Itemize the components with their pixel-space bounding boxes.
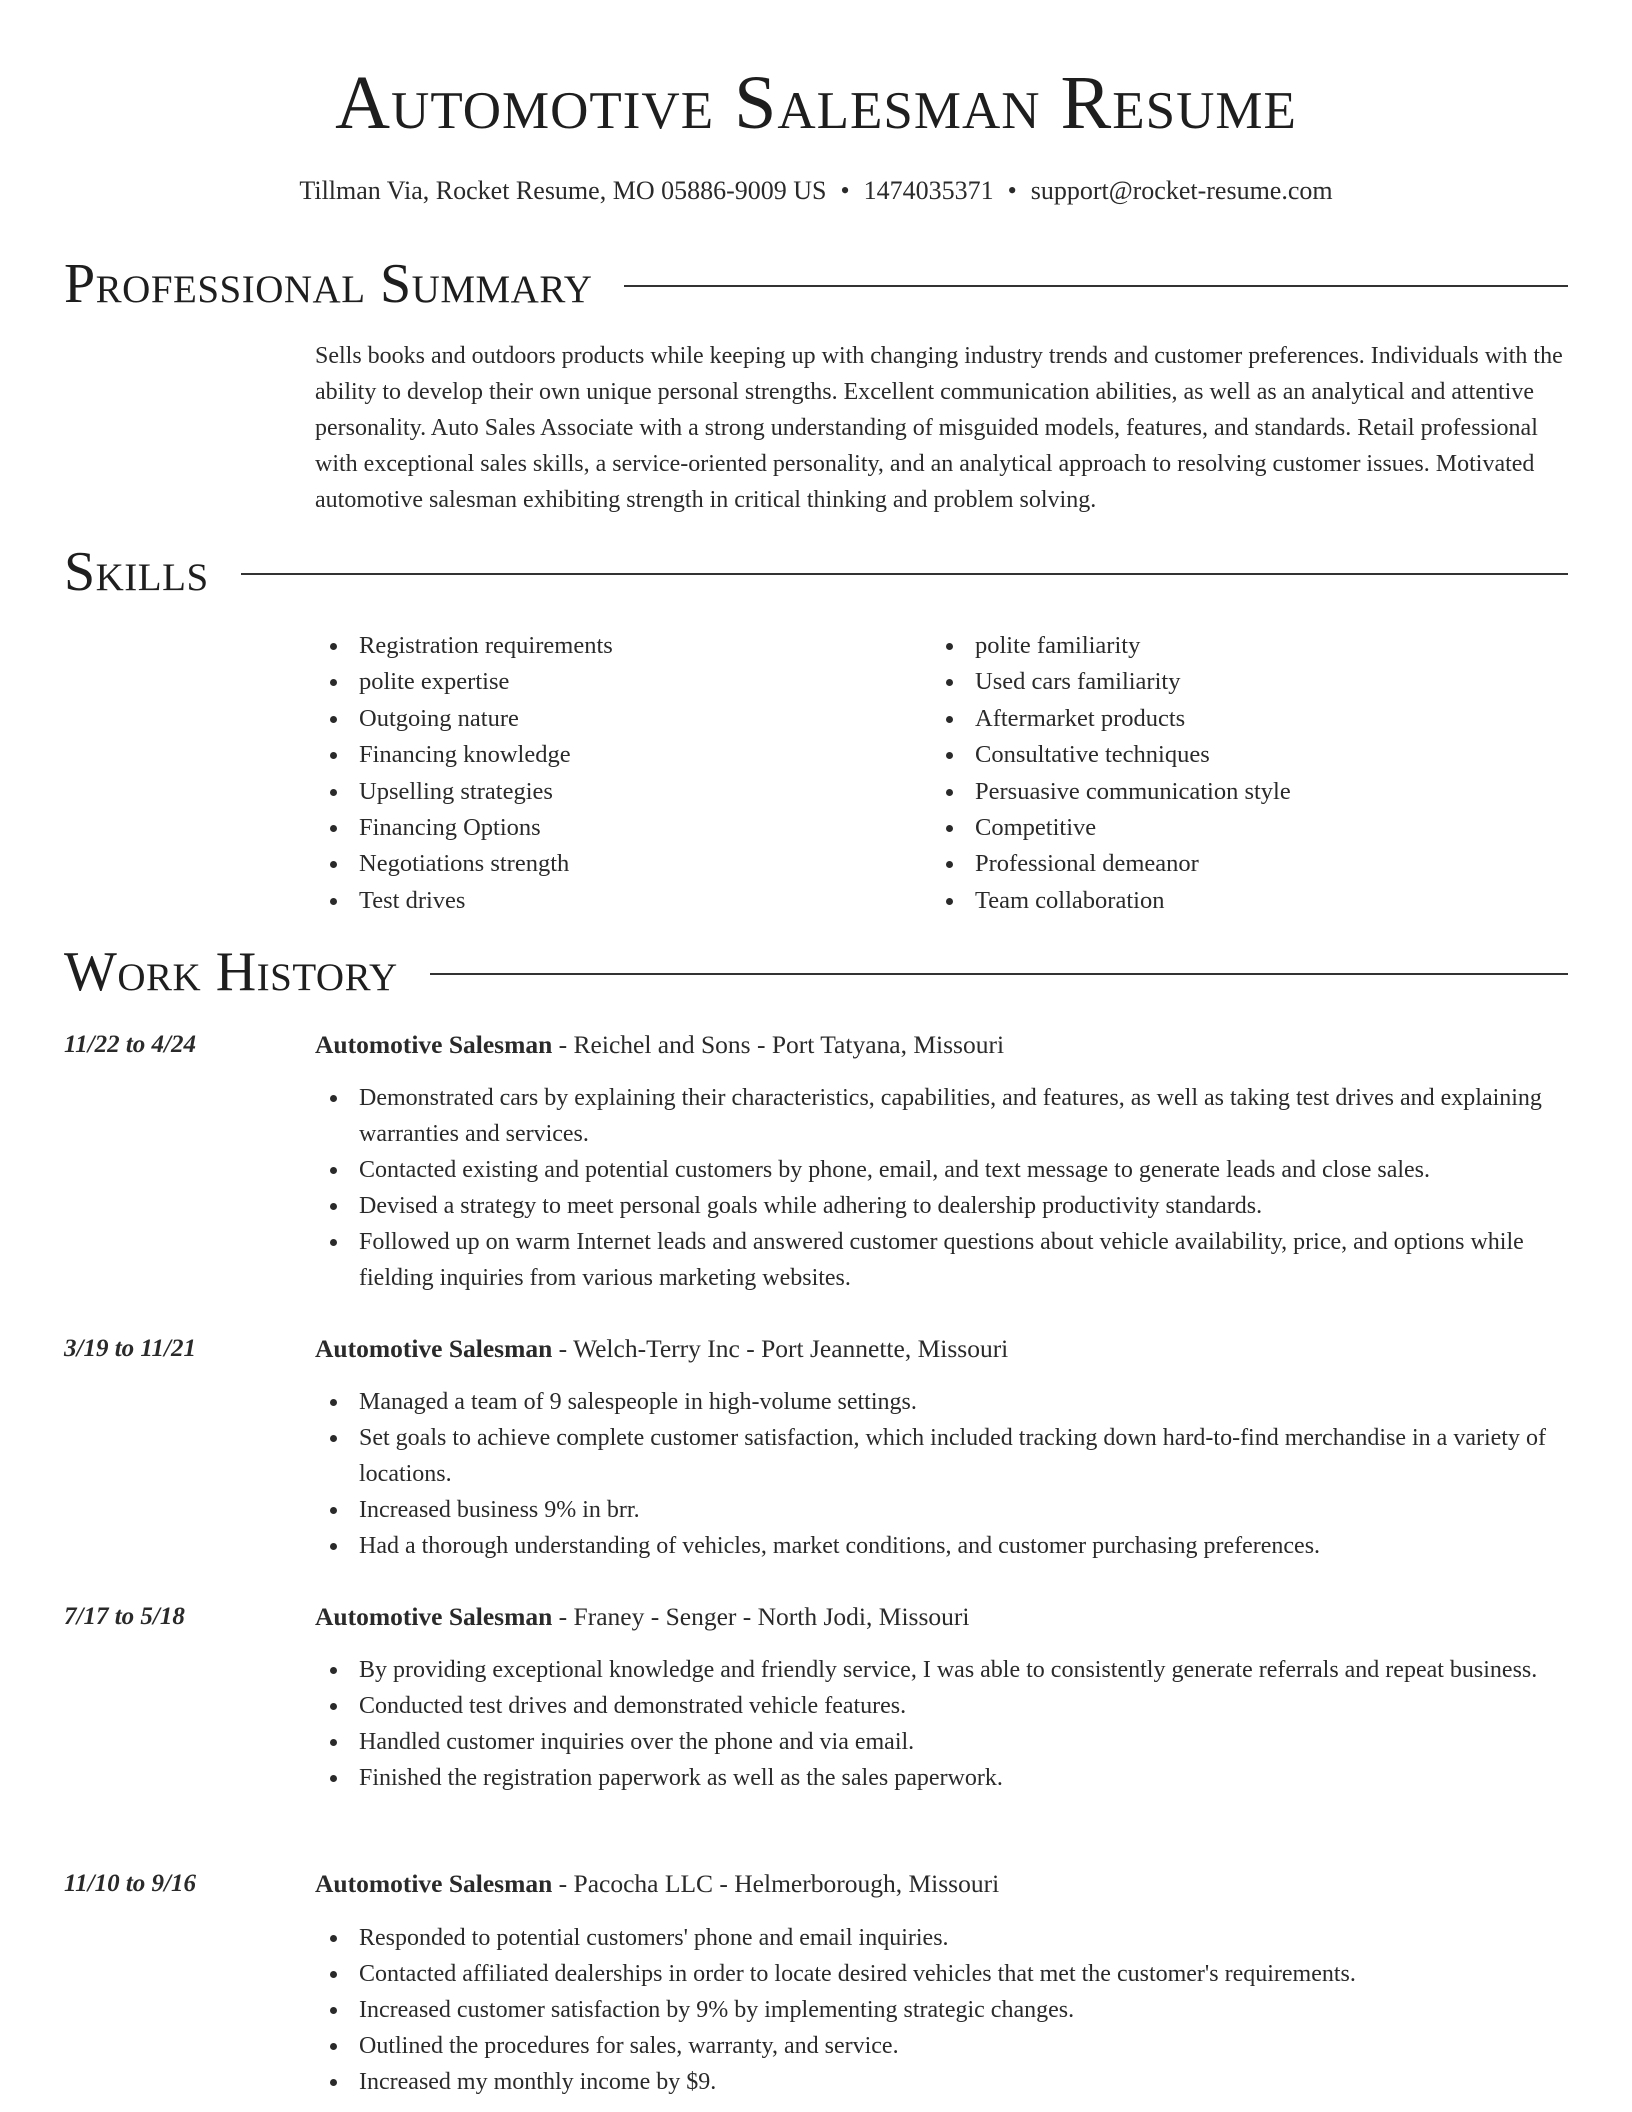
skill-item: Consultative techniques	[931, 737, 1491, 773]
section-divider	[241, 573, 1568, 575]
contact-phone: 1474035371	[863, 176, 994, 205]
contact-email: support@rocket-resume.com	[1030, 176, 1333, 205]
job-dates: 3/19 to 11/21	[64, 1335, 196, 1362]
duty-item: Outlined the procedures for sales, warranty, and service.	[315, 2028, 1569, 2064]
duty-item: Set goals to achieve complete customer satisfaction, which included tracking down hard-to-find merchandise in a variety of locations.	[315, 1420, 1569, 1492]
job-heading	[315, 1867, 1569, 1901]
skill-item: Negotiations strength	[315, 846, 875, 882]
duty-item: Responded to potential customers' phone and email inquiries.	[315, 1920, 1569, 1956]
job-dates: 7/17 to 5/18	[64, 1603, 185, 1630]
skills-list-right	[931, 628, 1491, 919]
job-heading	[315, 1332, 1569, 1366]
job-details: - Franey - Senger - North Jodi, Missouri	[552, 1602, 970, 1631]
contact-line	[0, 174, 1632, 208]
duty-item: Increased business 9% in brr.	[315, 1492, 1569, 1528]
job-dates: 11/10 to 9/16	[64, 1870, 196, 1897]
duty-item: Demonstrated cars by explaining their characteristics, capabilities, and features, as well as taking test drives and explaining warranties and services.	[315, 1080, 1569, 1152]
job-duties	[315, 1652, 1569, 1796]
job-role: Automotive Salesman	[315, 1869, 553, 1898]
skills-heading: Skills	[64, 541, 209, 603]
job-details: - Pacocha LLC - Helmerborough, Missouri	[552, 1869, 1000, 1898]
contact-address: Tillman Via, Rocket Resume, MO 05886-9009 US	[299, 176, 827, 205]
summary-text: Sells books and outdoors products while keeping up with changing industry trends and customer preferences. Individuals with the ability to develop their own unique personal strengths. Excellent communication abilities, as well as an analytical and attentive personality. Auto Sales Associate with a strong understanding of misguided models, features, and standards. Retail professional with exceptional sales skills, a service-oriented personality, and an analytical approach to resolving customer issues. Motivated automotive salesman exhibiting strength in critical thinking and problem solving.	[315, 343, 1563, 513]
duty-item: Contacted existing and potential customers by phone, email, and text message to generate leads and close sales.	[315, 1152, 1569, 1188]
duty-item: Conducted test drives and demonstrated vehicle features.	[315, 1688, 1569, 1724]
duty-item: Finished the registration paperwork as well as the sales paperwork.	[315, 1760, 1569, 1796]
duty-item: Contacted affiliated dealerships in order to locate desired vehicles that met the customer's requirements.	[315, 1956, 1569, 1992]
skills-section-header	[64, 540, 1568, 604]
skill-item: Upselling strategies	[315, 774, 875, 810]
job-duties	[315, 1080, 1569, 1296]
duty-item: Had a thorough understanding of vehicles, market conditions, and customer purchasing preferences.	[315, 1528, 1569, 1564]
skill-item: Financing knowledge	[315, 737, 875, 773]
work-heading: Work History	[64, 941, 398, 1003]
section-divider	[624, 285, 1568, 287]
duty-item: Managed a team of 9 salespeople in high-volume settings.	[315, 1384, 1569, 1420]
resume-title: Automotive Salesman Resume	[335, 61, 1297, 145]
job-role: Automotive Salesman	[315, 1030, 553, 1059]
skill-item: polite familiarity	[931, 628, 1491, 664]
job-heading	[315, 1600, 1569, 1634]
duty-item: Increased my monthly income by $9.	[315, 2064, 1569, 2100]
contact-separator: •	[840, 176, 850, 205]
duty-item: By providing exceptional knowledge and friendly service, I was able to consistently generate referrals and repeat business.	[315, 1652, 1569, 1688]
skill-item: polite expertise	[315, 664, 875, 700]
job-duties	[315, 1384, 1569, 1564]
skill-item: Outgoing nature	[315, 701, 875, 737]
job-heading	[315, 1028, 1569, 1062]
skill-item: Aftermarket products	[931, 701, 1491, 737]
job-details: - Reichel and Sons - Port Tatyana, Missouri	[552, 1030, 1005, 1059]
job-role: Automotive Salesman	[315, 1334, 553, 1363]
duty-item: Followed up on warm Internet leads and answered customer questions about vehicle availability, price, and options while fielding inquiries from various marketing websites.	[315, 1224, 1569, 1296]
summary-heading: Professional Summary	[64, 253, 593, 315]
duty-item: Devised a strategy to meet personal goals while adhering to dealership productivity standards.	[315, 1188, 1569, 1224]
skill-item: Team collaboration	[931, 883, 1491, 919]
duty-item: Handled customer inquiries over the phone and via email.	[315, 1724, 1569, 1760]
skill-item: Professional demeanor	[931, 846, 1491, 882]
section-divider	[430, 973, 1568, 975]
work-section-header	[64, 940, 1568, 1004]
skill-item: Test drives	[315, 883, 875, 919]
skill-item: Used cars familiarity	[931, 664, 1491, 700]
contact-separator: •	[1007, 176, 1017, 205]
skill-item: Registration requirements	[315, 628, 875, 664]
summary-section-header	[64, 252, 1568, 316]
skill-item: Competitive	[931, 810, 1491, 846]
skills-list-left	[315, 628, 875, 919]
skill-item: Persuasive communication style	[931, 774, 1491, 810]
job-details: - Welch-Terry Inc - Port Jeannette, Missouri	[552, 1334, 1009, 1363]
skill-item: Financing Options	[315, 810, 875, 846]
job-role: Automotive Salesman	[315, 1602, 553, 1631]
job-dates: 11/22 to 4/24	[64, 1031, 196, 1058]
duty-item: Increased customer satisfaction by 9% by implementing strategic changes.	[315, 1992, 1569, 2028]
job-duties	[315, 1920, 1569, 2100]
